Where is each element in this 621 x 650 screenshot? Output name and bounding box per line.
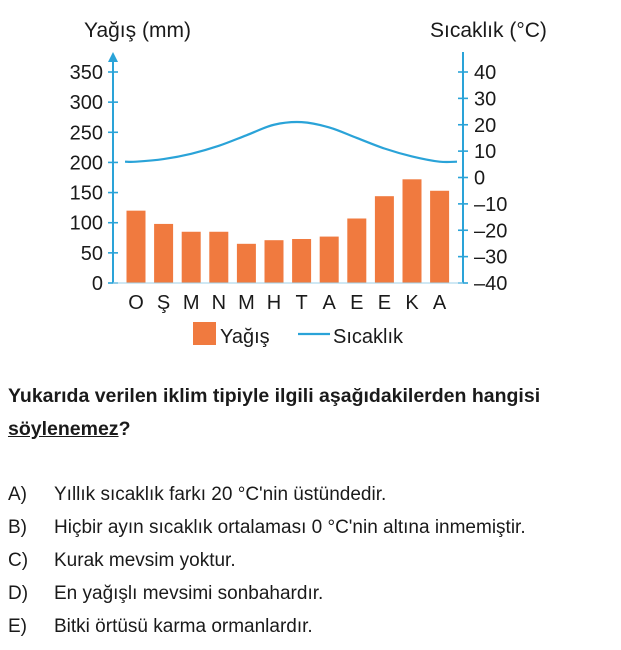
month-label-11: K: [405, 292, 419, 314]
month-label-10: E: [377, 292, 392, 314]
precipitation-bar-5: [237, 244, 256, 283]
precipitation-bar-1: [127, 211, 146, 283]
precipitation-bar-8: [320, 237, 339, 283]
left-tick-label: 250: [69, 122, 103, 145]
right-tick-label: 30: [474, 88, 497, 111]
month-label-9: E: [350, 292, 364, 314]
legend-bar-label: Yağış: [220, 326, 270, 348]
answer-options: [8, 478, 618, 643]
month-label-8: A: [322, 292, 336, 314]
month-label-4: N: [211, 292, 227, 314]
precipitation-bar-6: [265, 240, 284, 283]
right-tick-label: 40: [474, 62, 497, 84]
precipitation-bar-9: [347, 218, 366, 283]
option-letter: C): [8, 550, 29, 571]
temperature-line: [125, 122, 457, 162]
month-labels: [128, 292, 447, 314]
right-tick-label: 20: [474, 114, 497, 137]
option-b[interactable]: [8, 511, 618, 544]
precipitation-bar-2: [154, 224, 173, 283]
month-label-6: H: [266, 292, 282, 314]
left-axis-arrow: [108, 52, 118, 62]
month-label-12: A: [432, 292, 447, 314]
question-lead: Yukarıda verilen iklim tipiyle ilgili aşağıdakilerden hangisi: [8, 385, 541, 407]
left-axis-title: Yağış (mm): [84, 19, 191, 42]
legend-line-label: Sıcaklık: [333, 326, 404, 348]
left-tick-label: 300: [69, 92, 103, 115]
option-d[interactable]: [8, 577, 618, 610]
left-tick-label: 350: [69, 62, 103, 84]
left-tick-label: 0: [91, 273, 103, 295]
left-tick-label: 150: [69, 182, 103, 205]
option-text: Yıllık sıcaklık farkı 20 °C'nin üstündedir.: [54, 484, 387, 505]
legend: [193, 322, 404, 348]
option-letter: B): [8, 517, 27, 538]
option-text: Hiçbir ayın sıcaklık ortalaması 0 °C'nin altına inmemiştir.: [54, 517, 526, 538]
option-text: Kurak mevsim yoktur.: [54, 550, 236, 571]
precipitation-bar-12: [430, 191, 449, 283]
precipitation-bar-3: [182, 232, 201, 283]
right-tick-label: –20: [474, 220, 508, 243]
month-label-5: M: [238, 292, 255, 314]
option-c[interactable]: [8, 544, 618, 577]
left-tick-label: 50: [80, 242, 103, 265]
left-axis: [70, 52, 118, 295]
right-tick-label: 10: [474, 141, 497, 164]
left-tick-label: 100: [69, 212, 103, 235]
option-text: En yağışlı mevsimi sonbahardır.: [54, 583, 324, 604]
legend-bar-swatch: [193, 322, 216, 345]
right-axis-title: Sıcaklık (°C): [430, 19, 547, 42]
month-label-2: Ş: [156, 292, 171, 314]
option-e[interactable]: [8, 610, 618, 643]
option-a[interactable]: [8, 478, 618, 511]
option-letter: D): [8, 583, 29, 604]
left-tick-label: 200: [69, 152, 103, 175]
precipitation-bar-11: [403, 179, 422, 283]
right-tick-label: –10: [474, 193, 508, 216]
month-label-3: M: [182, 292, 200, 314]
question-negation: söylenemez: [8, 418, 119, 440]
option-letter: E): [8, 616, 27, 637]
precipitation-bar-10: [375, 196, 394, 283]
option-letter: A): [8, 484, 27, 505]
precipitation-bar-7: [292, 239, 311, 283]
precipitation-bars: [127, 179, 450, 283]
right-tick-label: –30: [474, 246, 508, 269]
month-label-1: O: [128, 292, 144, 314]
option-text: Bitki örtüsü karma ormanlardır.: [54, 616, 313, 637]
precipitation-bar-4: [209, 232, 228, 283]
question-end: ?: [118, 418, 131, 440]
right-tick-label: –40: [474, 273, 508, 295]
question-text: [8, 380, 614, 446]
right-tick-label: 0: [474, 167, 486, 190]
month-label-7: T: [295, 292, 308, 314]
